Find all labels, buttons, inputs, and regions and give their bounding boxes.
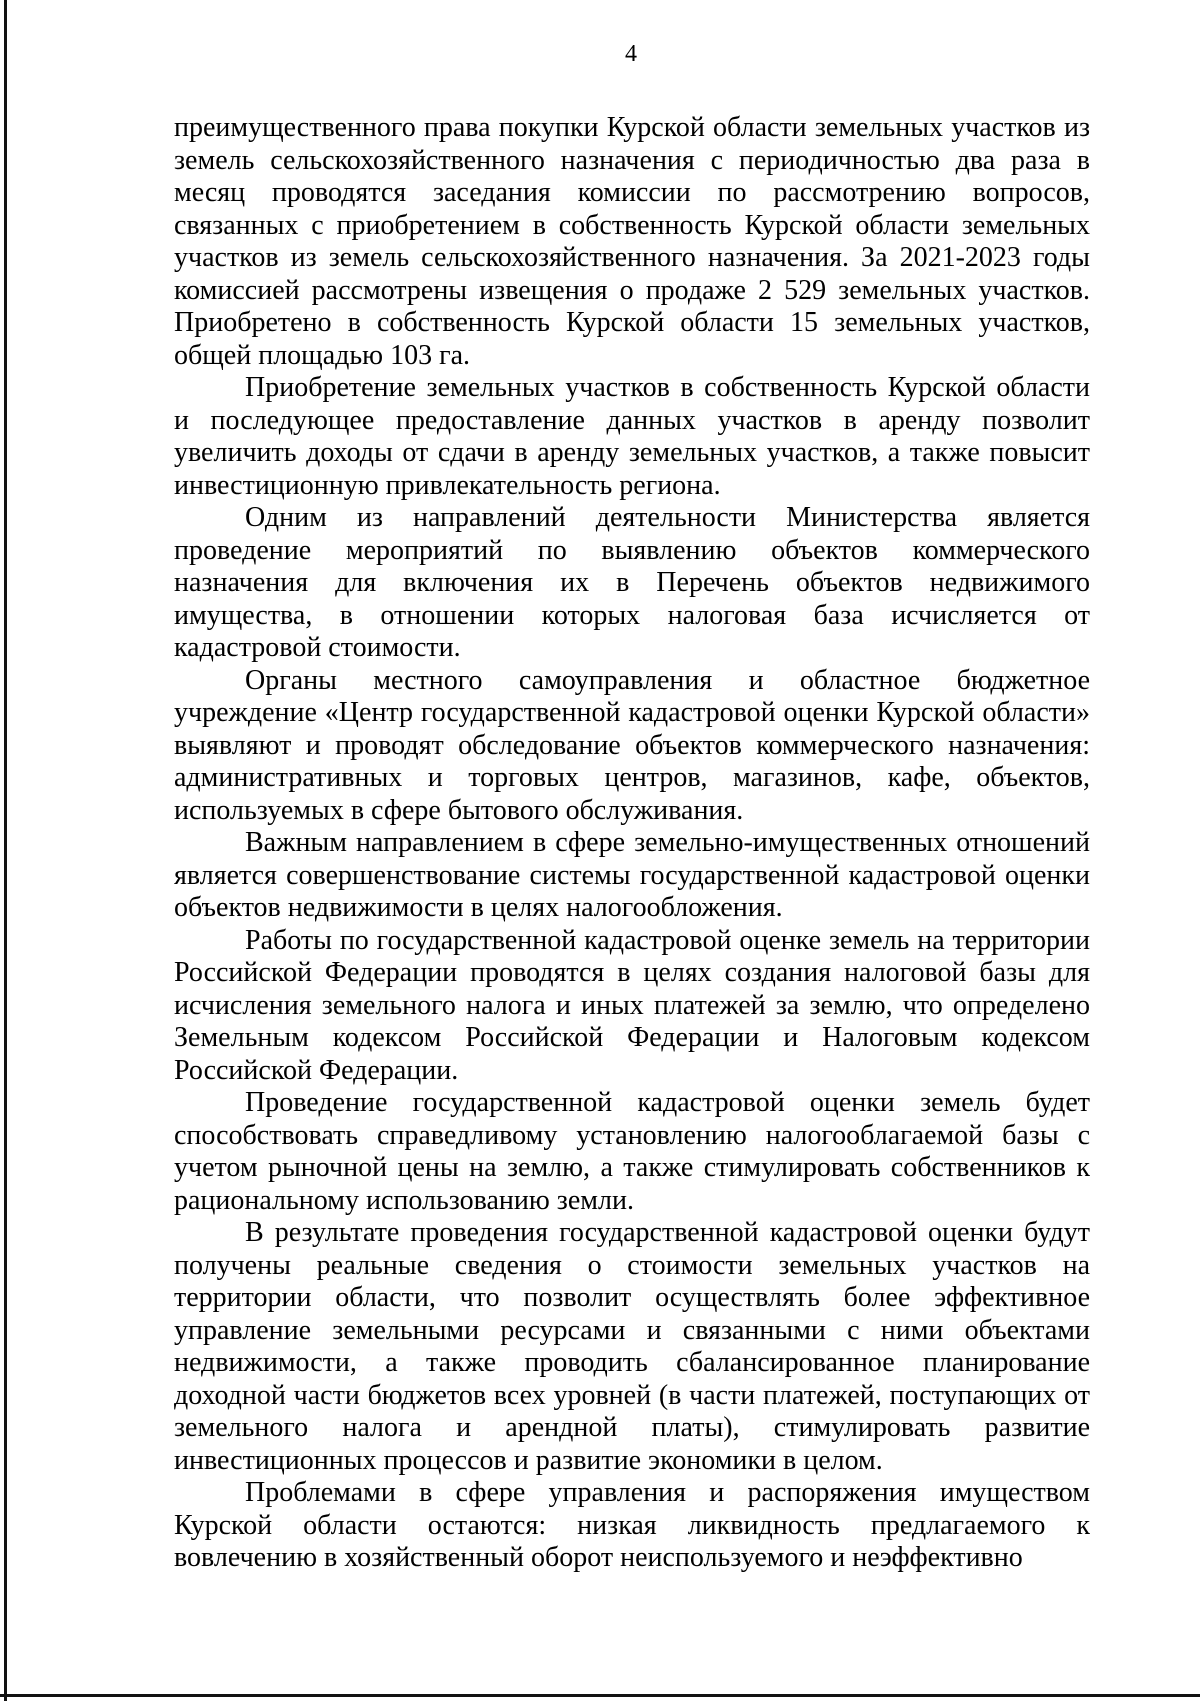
paragraph: Важным направлением в сфере земельно-имущественных отношений является совершенствование системы государственной кадастровой оценки объектов недвижимости в целях налогообложения. <box>174 827 1090 923</box>
paragraph: Органы местного самоуправления и областное бюджетное учреждение «Центр государственной кадастровой оценки Курской области» выявляют и проводят обследование объектов коммерческого назначения: административных и торговых центров, магазинов, кафе, объектов, используемых в сфере бытового обслуживания. <box>174 664 1090 826</box>
paragraph: Проблемами в сфере управления и распоряжения имуществом Курской области остаются: низкая ликвидность предлагаемого к вовлечению в хозяйственный оборот неиспользуемого и неэффективно <box>174 1477 1090 1573</box>
paragraph-continued: преимущественного права покупки Курской области земельных участков из земель сельскохозяйственного назначения с периодичностью два раза в месяц проводятся заседания комиссии по рассмотрению вопросов, связанных с приобретением в собственность Курской области земельных участков из земель сельскохозяйственного назначения. За 2021-2023 годы комиссией рассмотрены извещения о продаже 2 529 земельных участков. Приобретено в собственность Курской области 15 земельных участков, общей площадью 103 га. <box>174 112 1090 371</box>
paragraph: В результате проведения государственной кадастровой оценки будут получены реальные сведения о стоимости земельных участков на территории области, что позволит осуществлять более эффективное управление земельными ресурсами и связанными с ними объектами недвижимости, а также проводить сбалансированное планирование доходной части бюджетов всех уровней (в части платежей, поступающих от земельного налога и арендной платы), стимулировать развитие инвестиционных процессов и развитие экономики в целом. <box>174 1217 1090 1476</box>
scan-edge-left <box>4 0 7 1701</box>
paragraph: Одним из направлений деятельности Министерства является проведение мероприятий по выявлению объектов коммерческого назначения для включения их в Перечень объектов недвижимого имущества, в отношении которых налоговая база исчисляется от кадастровой стоимости. <box>174 502 1090 663</box>
paragraph: Работы по государственной кадастровой оценке земель на территории Российской Федерации проводятся в целях создания налоговой базы для исчисления земельного налога и иных платежей за землю, что определено Земельным кодексом Российской Федерации и Налоговым кодексом Российской Федерации. <box>174 924 1090 1086</box>
paragraph: Приобретение земельных участков в собственность Курской области и последующее предоставление данных участков в аренду позволит увеличить доходы от сдачи в аренду земельных участков, а также повысит инвестиционную привлекательность региона. <box>174 372 1090 501</box>
scan-edge-bottom <box>0 1694 1200 1697</box>
page-number: 4 <box>625 41 637 67</box>
paragraph: Проведение государственной кадастровой оценки земель будет способствовать справедливому установлению налогооблагаемой базы с учетом рыночной цены на землю, а также стимулировать собственников к рациональному использованию земли. <box>174 1087 1090 1216</box>
document-body <box>174 112 1090 1575</box>
